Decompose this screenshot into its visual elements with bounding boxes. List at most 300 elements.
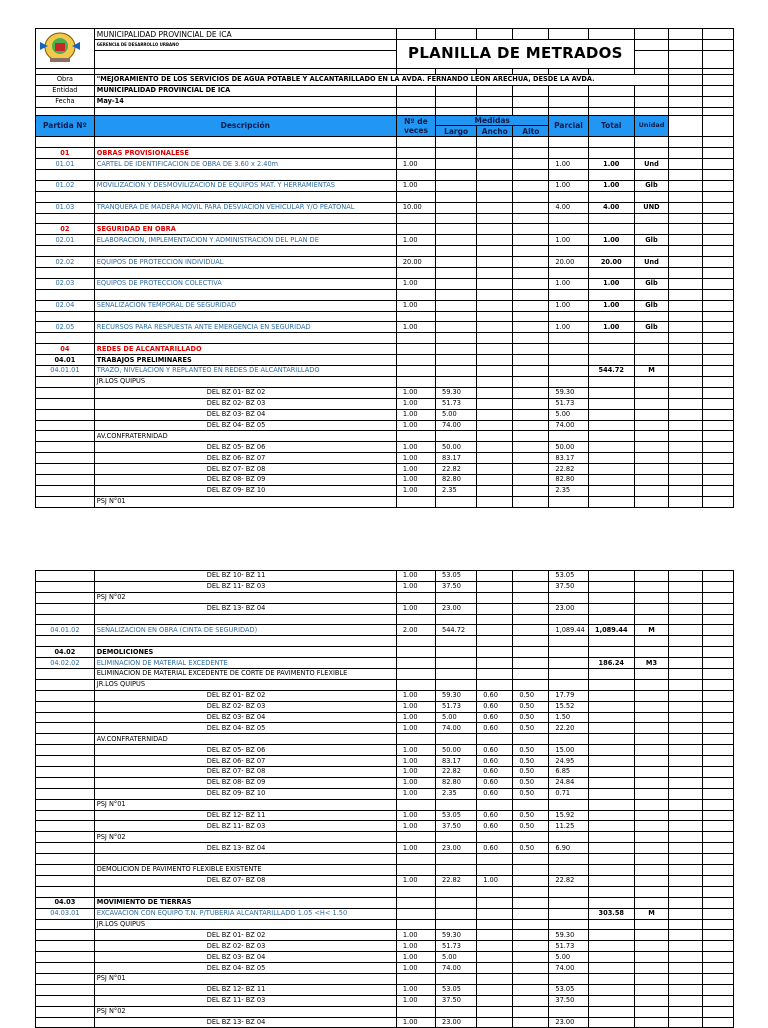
cell-extra2 [703,453,734,464]
table-row [36,647,734,658]
cell-ancho [477,235,513,246]
cell-partida: 01.01 [36,159,95,170]
cell-unidad [634,745,668,756]
col-partida: Partida Nº [36,115,95,137]
cell-ancho [477,854,513,865]
cell-unidad [634,603,668,614]
col-largo: Largo [436,126,477,137]
cell-largo [436,311,477,322]
cell-parcial [549,224,588,235]
cell-parcial [549,344,588,355]
col-parcial: Parcial [549,115,588,137]
cell-veces: 1.00 [396,442,435,453]
cell-largo [436,854,477,865]
cell-partida [36,756,95,767]
cell-ancho: 0.60 [477,690,513,701]
cell-extra2 [703,311,734,322]
cell-extra1 [668,355,702,366]
cell-alto [513,344,549,355]
cell-partida [36,767,95,778]
cell-veces [396,973,435,984]
cell-descripcion: DEL BZ 11- BZ 03 [94,821,396,832]
cell-descripcion: PSJ N°02 [94,832,396,843]
col-alto: Alto [513,126,549,137]
cell-descripcion: REDES DE ALCANTARILLADO [94,344,396,355]
cell-total [588,767,634,778]
cell-extra2 [703,278,734,289]
cell-total [588,810,634,821]
cell-descripcion: PSJ N°01 [94,496,396,507]
cell-ancho: 0.60 [477,756,513,767]
cell-ancho [477,603,513,614]
cell-descripcion [94,268,396,279]
cell-extra2 [703,1017,734,1028]
cell-extra2 [703,690,734,701]
cell-total [588,355,634,366]
cell-extra1 [668,679,702,690]
cell-extra2 [703,799,734,810]
col-ancho: Ancho [477,126,513,137]
cell-veces [396,1006,435,1017]
cell-unidad: Glb [634,235,668,246]
table-row [36,799,734,810]
cell-extra1 [668,224,702,235]
cell-descripcion: DEL BZ 03- BZ 04 [94,952,396,963]
table-row [36,278,734,289]
cell-veces [396,170,435,181]
cell-parcial: 50.00 [549,442,588,453]
cell-descripcion [94,854,396,865]
cell-extra1 [668,268,702,279]
cell-veces [396,191,435,202]
cell-partida: 01.02 [36,180,95,191]
cell-largo: 83.17 [436,756,477,767]
cell-alto [513,224,549,235]
table-row [36,908,734,919]
cell-alto [513,625,549,636]
cell-veces [396,311,435,322]
cell-extra2 [703,854,734,865]
cell-extra1 [668,854,702,865]
table-row [36,464,734,475]
cell-descripcion [94,137,396,148]
cell-total [588,474,634,485]
cell-largo [436,919,477,930]
cell-unidad [634,387,668,398]
cell-alto [513,485,549,496]
cell-alto [513,376,549,387]
cell-extra1 [668,571,702,582]
table-row [36,442,734,453]
cell-parcial: 4.00 [549,202,588,213]
cell-unidad [634,777,668,788]
cell-largo: 22.82 [436,464,477,475]
table-row [36,376,734,387]
cell-largo [436,170,477,181]
table-row [36,257,734,268]
table-row [36,973,734,984]
cell-ancho [477,420,513,431]
table-row [36,202,734,213]
cell-extra2 [703,333,734,344]
cell-parcial: 24.84 [549,777,588,788]
cell-largo [436,235,477,246]
cell-largo [436,679,477,690]
cell-ancho [477,409,513,420]
cell-ancho [477,268,513,279]
cell-unidad: Glb [634,180,668,191]
cell-extra2 [703,180,734,191]
cell-partida [36,387,95,398]
cell-largo [436,300,477,311]
cell-descripcion [94,614,396,625]
cell-descripcion: DEL BZ 03- BZ 04 [94,409,396,420]
col-veces: Nº de veces [396,115,435,137]
cell-extra2 [703,810,734,821]
cell-descripcion: DEL BZ 08- BZ 09 [94,474,396,485]
cell-partida [36,930,95,941]
cell-extra1 [668,963,702,974]
cell-partida [36,963,95,974]
cell-alto [513,1006,549,1017]
table-row [36,571,734,582]
cell-alto [513,875,549,886]
cell-veces: 1.00 [396,788,435,799]
cell-parcial [549,366,588,377]
cell-alto: 0.50 [513,810,549,821]
cell-largo [436,886,477,897]
cell-ancho [477,941,513,952]
cell-total: 186.24 [588,658,634,669]
cell-veces: 20.00 [396,257,435,268]
cell-extra1 [668,202,702,213]
cell-alto: 0.50 [513,777,549,788]
cell-partida [36,919,95,930]
cell-extra1 [668,398,702,409]
cell-extra2 [703,464,734,475]
cell-parcial: 37.50 [549,995,588,1006]
cell-extra1 [668,431,702,442]
cell-parcial: 0.71 [549,788,588,799]
cell-descripcion: DEL BZ 05- BZ 06 [94,745,396,756]
table-row [36,581,734,592]
cell-total [588,843,634,854]
cell-extra2 [703,603,734,614]
cell-extra1 [668,213,702,224]
cell-ancho [477,908,513,919]
cell-extra1 [668,235,702,246]
cell-alto [513,355,549,366]
cell-ancho [477,571,513,582]
cell-total [588,886,634,897]
cell-extra2 [703,625,734,636]
cell-parcial [549,658,588,669]
cell-descripcion: DEL BZ 09- BZ 10 [94,788,396,799]
cell-extra1 [668,952,702,963]
table-row [36,843,734,854]
cell-largo: 59.30 [436,690,477,701]
cell-total: 1.00 [588,278,634,289]
cell-extra1 [668,366,702,377]
cell-descripcion: CARTEL DE IDENTIFICACION DE OBRA DE 3.60 x 2.40m [94,159,396,170]
cell-parcial [549,148,588,159]
cell-parcial: 23.00 [549,1017,588,1028]
cell-extra2 [703,224,734,235]
municipal-seal-icon [36,30,84,66]
cell-parcial [549,886,588,897]
cell-veces [396,344,435,355]
cell-descripcion [94,213,396,224]
cell-partida [36,311,95,322]
cell-veces: 10.00 [396,202,435,213]
cell-veces: 1.00 [396,767,435,778]
cell-extra2 [703,614,734,625]
cell-total [588,669,634,680]
cell-veces: 1.00 [396,712,435,723]
cell-extra1 [668,387,702,398]
cell-largo: 544.72 [436,625,477,636]
cell-alto [513,571,549,582]
cell-veces [396,669,435,680]
cell-descripcion: DEL BZ 07- BZ 08 [94,875,396,886]
cell-ancho [477,832,513,843]
cell-veces: 1.00 [396,603,435,614]
cell-largo: 2.35 [436,485,477,496]
cell-largo [436,1006,477,1017]
table-row [36,485,734,496]
cell-extra2 [703,843,734,854]
cell-total [588,679,634,690]
cell-descripcion: JR.LOS QUIPUS [94,919,396,930]
cell-alto [513,137,549,148]
cell-total [588,647,634,658]
cell-parcial [549,854,588,865]
cell-extra2 [703,137,734,148]
cell-largo [436,973,477,984]
cell-descripcion: DEL BZ 01- BZ 02 [94,387,396,398]
cell-largo [436,658,477,669]
cell-largo: 50.00 [436,745,477,756]
cell-descripcion: JR.LOS QUIPUS [94,376,396,387]
cell-largo [436,614,477,625]
cell-total [588,799,634,810]
cell-extra1 [668,865,702,876]
cell-veces [396,376,435,387]
cell-ancho: 0.60 [477,788,513,799]
cell-descripcion: DEL BZ 08- BZ 09 [94,777,396,788]
table-row [36,865,734,876]
cell-unidad [634,690,668,701]
cell-parcial [549,669,588,680]
cell-veces: 1.00 [396,941,435,952]
cell-partida: 04.02.02 [36,658,95,669]
cell-alto [513,669,549,680]
cell-alto: 0.50 [513,767,549,778]
cell-unidad [634,355,668,366]
cell-alto [513,963,549,974]
cell-extra1 [668,777,702,788]
cell-unidad [634,398,668,409]
cell-ancho [477,734,513,745]
cell-parcial [549,311,588,322]
cell-ancho [477,973,513,984]
cell-total: 1,089.44 [588,625,634,636]
cell-descripcion: MOVIMIENTO DE TIERRAS [94,897,396,908]
cell-parcial [549,1006,588,1017]
cell-largo: 23.00 [436,603,477,614]
cell-largo: 53.05 [436,571,477,582]
cell-descripcion [94,289,396,300]
cell-extra2 [703,658,734,669]
cell-ancho [477,995,513,1006]
cell-largo [436,333,477,344]
cell-ancho [477,581,513,592]
table-row [36,897,734,908]
cell-alto [513,908,549,919]
cell-descripcion: DEL BZ 11- BZ 03 [94,581,396,592]
cell-extra1 [668,409,702,420]
cell-extra2 [703,322,734,333]
cell-partida [36,679,95,690]
cell-descripcion: DEMOLICION DE PAVIMENTO FLEXIBLE EXISTENTE [94,865,396,876]
cell-ancho [477,289,513,300]
cell-ancho [477,919,513,930]
cell-parcial [549,908,588,919]
cell-extra1 [668,984,702,995]
cell-extra2 [703,344,734,355]
cell-total [588,581,634,592]
cell-parcial [549,213,588,224]
cell-extra2 [703,756,734,767]
cell-extra2 [703,745,734,756]
cell-partida [36,431,95,442]
cell-largo: 59.30 [436,930,477,941]
cell-ancho [477,278,513,289]
cell-total: 1.00 [588,322,634,333]
table-row [36,180,734,191]
cell-descripcion: PSJ N°02 [94,592,396,603]
cell-parcial [549,832,588,843]
cell-unidad [634,224,668,235]
cell-unidad [634,865,668,876]
cell-alto [513,734,549,745]
cell-largo [436,268,477,279]
cell-alto [513,973,549,984]
cell-largo [436,257,477,268]
cell-partida [36,213,95,224]
cell-alto [513,854,549,865]
cell-parcial: 23.00 [549,603,588,614]
cell-partida [36,745,95,756]
cell-descripcion: DEL BZ 10- BZ 11 [94,571,396,582]
table-row [36,592,734,603]
cell-descripcion: MOVILIZACION Y DESMOVILIZACION DE EQUIPOS MAT. Y HERRAMIENTAS [94,180,396,191]
cell-descripcion: DEL BZ 04- BZ 05 [94,963,396,974]
cell-largo [436,431,477,442]
cell-extra1 [668,734,702,745]
table-row [36,170,734,181]
table-row [36,300,734,311]
cell-descripcion: DEL BZ 03- BZ 04 [94,712,396,723]
cell-partida [36,603,95,614]
table-row [36,614,734,625]
col-total: Total [588,115,634,137]
cell-largo: 22.82 [436,875,477,886]
cell-alto [513,581,549,592]
cell-parcial: 17.79 [549,690,588,701]
table-row [36,756,734,767]
cell-descripcion [94,311,396,322]
cell-parcial: 1.00 [549,322,588,333]
cell-unidad [634,571,668,582]
col-medidas: Medidas [436,115,549,126]
cell-total: 4.00 [588,202,634,213]
cell-ancho [477,485,513,496]
cell-veces [396,213,435,224]
cell-ancho [477,366,513,377]
cell-partida [36,854,95,865]
cell-descripcion: DEL BZ 06- BZ 07 [94,756,396,767]
cell-parcial: 1.00 [549,180,588,191]
cell-veces [396,592,435,603]
cell-veces [396,658,435,669]
cell-partida [36,485,95,496]
cell-veces [396,268,435,279]
cell-descripcion: DEL BZ 04- BZ 05 [94,723,396,734]
table-row [36,246,734,257]
cell-unidad [634,464,668,475]
cell-extra2 [703,268,734,279]
cell-extra1 [668,636,702,647]
cell-partida [36,289,95,300]
cell-alto [513,647,549,658]
cell-alto [513,930,549,941]
cell-unidad [634,420,668,431]
cell-largo [436,734,477,745]
cell-alto [513,289,549,300]
cell-descripcion: SEGURIDAD EN OBRA [94,224,396,235]
cell-ancho: 0.60 [477,767,513,778]
cell-total [588,1006,634,1017]
cell-total [588,712,634,723]
cell-unidad [634,810,668,821]
cell-total [588,614,634,625]
cell-veces: 1.00 [396,1017,435,1028]
cell-descripcion: TRANQUERA DE MADERA MOVIL PARA DESVIACION VEHICULAR Y/O PEATONAL [94,202,396,213]
cell-unidad: Glb [634,300,668,311]
entidad-value: MUNICIPALIDAD PROVINCIAL DE ICA [94,85,396,96]
cell-unidad [634,344,668,355]
cell-alto: 0.50 [513,756,549,767]
cell-ancho [477,1006,513,1017]
cell-unidad [634,333,668,344]
table-row [36,191,734,202]
cell-total [588,268,634,279]
cell-unidad [634,1006,668,1017]
cell-parcial [549,679,588,690]
cell-largo [436,202,477,213]
cell-largo [436,799,477,810]
cell-unidad [634,409,668,420]
cell-veces: 1.00 [396,984,435,995]
cell-partida [36,191,95,202]
cell-parcial: 22.82 [549,875,588,886]
cell-veces [396,246,435,257]
cell-alto: 0.50 [513,788,549,799]
cell-parcial [549,191,588,202]
cell-extra1 [668,625,702,636]
table-row [36,224,734,235]
